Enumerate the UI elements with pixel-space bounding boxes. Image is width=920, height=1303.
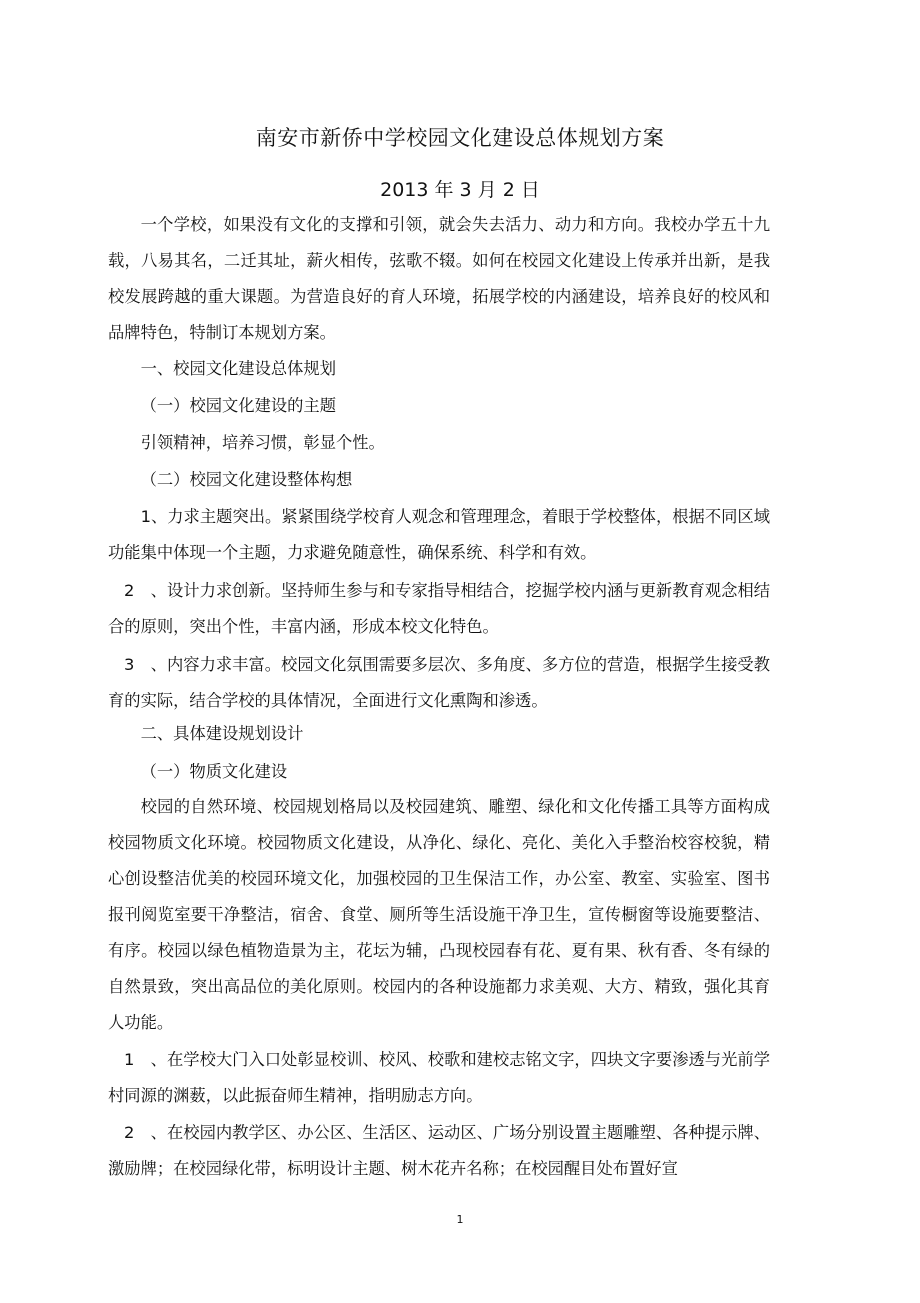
section-1-sub-1-heading: （一）校园文化建设的主题 xyxy=(140,396,336,415)
section-1-sub-2-heading: （二）校园文化建设整体构想 xyxy=(140,470,353,489)
item-2-paragraph: 2 、在校园内教学区、办公区、生活区、运动区、广场分别设置主题雕塑、各种提示牌、激励牌；在校园绿化带，标明设计主题、树木花卉名称；在校园醒目处布置好宣 xyxy=(108,1123,770,1178)
intro-paragraph: 一个学校，如果没有文化的支撑和引领，就会失去活力、动力和方向。我校办学五十九载，八易其名，二迁其址，薪火相传，弦歌不辍。如何在校园文化建设上传承并出新，是我校发展跨越的重大课题。为营造良好的育人环境，拓展学校的内涵建设，培养良好的校风和品牌特色，特制订本规划方案。 xyxy=(108,215,770,342)
section-1-heading: 一、校园文化建设总体规划 xyxy=(140,359,336,378)
item-1-paragraph: 1 、在学校大门入口处彰显校训、校风、校歌和建校志铭文字，四块文字要渗透与光前学村同源的渊薮，以此振奋师生精神，指明励志方向。 xyxy=(108,1050,770,1105)
document-title: 南安市新侨中学校园文化建设总体规划方案 xyxy=(255,126,665,150)
idea-1-paragraph: 1、力求主题突出。紧紧围绕学校育人观念和管理理念，着眼于学校整体，根据不同区域功能集中体现一个主题，力求避免随意性，确保系统、科学和有效。 xyxy=(108,507,770,562)
section-1-sub-1-text: 引领精神，培养习惯，彰显个性。 xyxy=(140,433,385,452)
page-number: 1 xyxy=(456,1213,464,1226)
idea-3-paragraph: 3 、内容力求丰富。校园文化氛围需要多层次、多角度、多方位的营造，根据学生接受教育的实际，结合学校的具体情况，全面进行文化熏陶和渗透。 xyxy=(108,655,770,710)
document-date: 2013 年 3 月 2 日 xyxy=(380,179,540,201)
section-2-heading: 二、具体建设规划设计 xyxy=(140,724,304,743)
idea-2-paragraph: 2 、设计力求创新。坚持师生参与和专家指导相结合，挖掘学校内涵与更新教育观念相结合的原则，突出个性，丰富内涵，形成本校文化特色。 xyxy=(108,581,770,636)
section-2-sub-1-heading: （一）物质文化建设 xyxy=(140,762,288,781)
material-culture-paragraph: 校园的自然环境、校园规划格局以及校园建筑、雕塑、绿化和文化传播工具等方面构成校园物质文化环境。校园物质文化建设，从净化、绿化、亮化、美化入手整治校容校貌，精心创设整洁优美的校园环境文化，加强校园的卫生保洁工作，办公室、教室、实验室、图书报刊阅览室要干净整洁，宿舍、食堂、厕所等生活设施干净卫生，宣传橱窗等设施要整洁、有序。校园以绿色植物造景为主，花坛为辅，凸现校园春有花、夏有果、秋有香、冬有绿的自然景致，突出高品位的美化原则。校园内的各种设施都力求美观、大方、精致，强化其育人功能。 xyxy=(108,797,770,1032)
